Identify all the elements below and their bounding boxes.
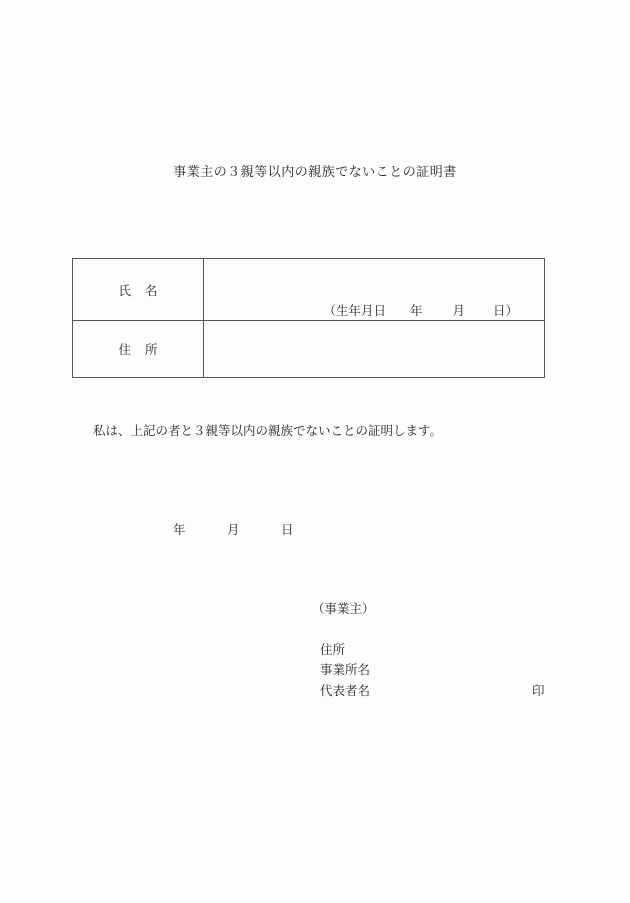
address-row [73,321,544,377]
birth-date-prefix: （生年月日 [323,303,386,318]
address-label: 住所 [118,342,172,357]
seal-mark: 印 [532,683,545,698]
birth-year-label: 年 [409,303,423,318]
name-value-cell [204,259,544,320]
info-table [72,258,545,378]
birth-day-label: 日） [492,303,518,318]
employer-address-label: 住所 [320,642,346,657]
birth-date-line [323,301,518,319]
name-row [73,259,544,321]
name-label-cell [73,259,204,320]
date-day-label: 日 [281,522,294,537]
certification-statement: 私は、上記の者と３親等以内の親族でないことの証明します。 [93,423,443,438]
address-label-cell [73,321,204,377]
address-value-cell [204,321,544,377]
birth-month-label: 月 [452,303,465,318]
certification-date-line [0,520,630,536]
date-year-label: 年 [173,522,186,537]
document-title: 事業主の３親等以内の親族でないことの証明書 [173,165,457,180]
date-month-label: 月 [227,522,240,537]
employer-representative-label: 代表者名 [320,683,371,698]
employer-office-label: 事業所名 [320,662,371,677]
employer-heading: （事業主） [312,601,375,616]
name-label: 氏名 [118,282,172,298]
